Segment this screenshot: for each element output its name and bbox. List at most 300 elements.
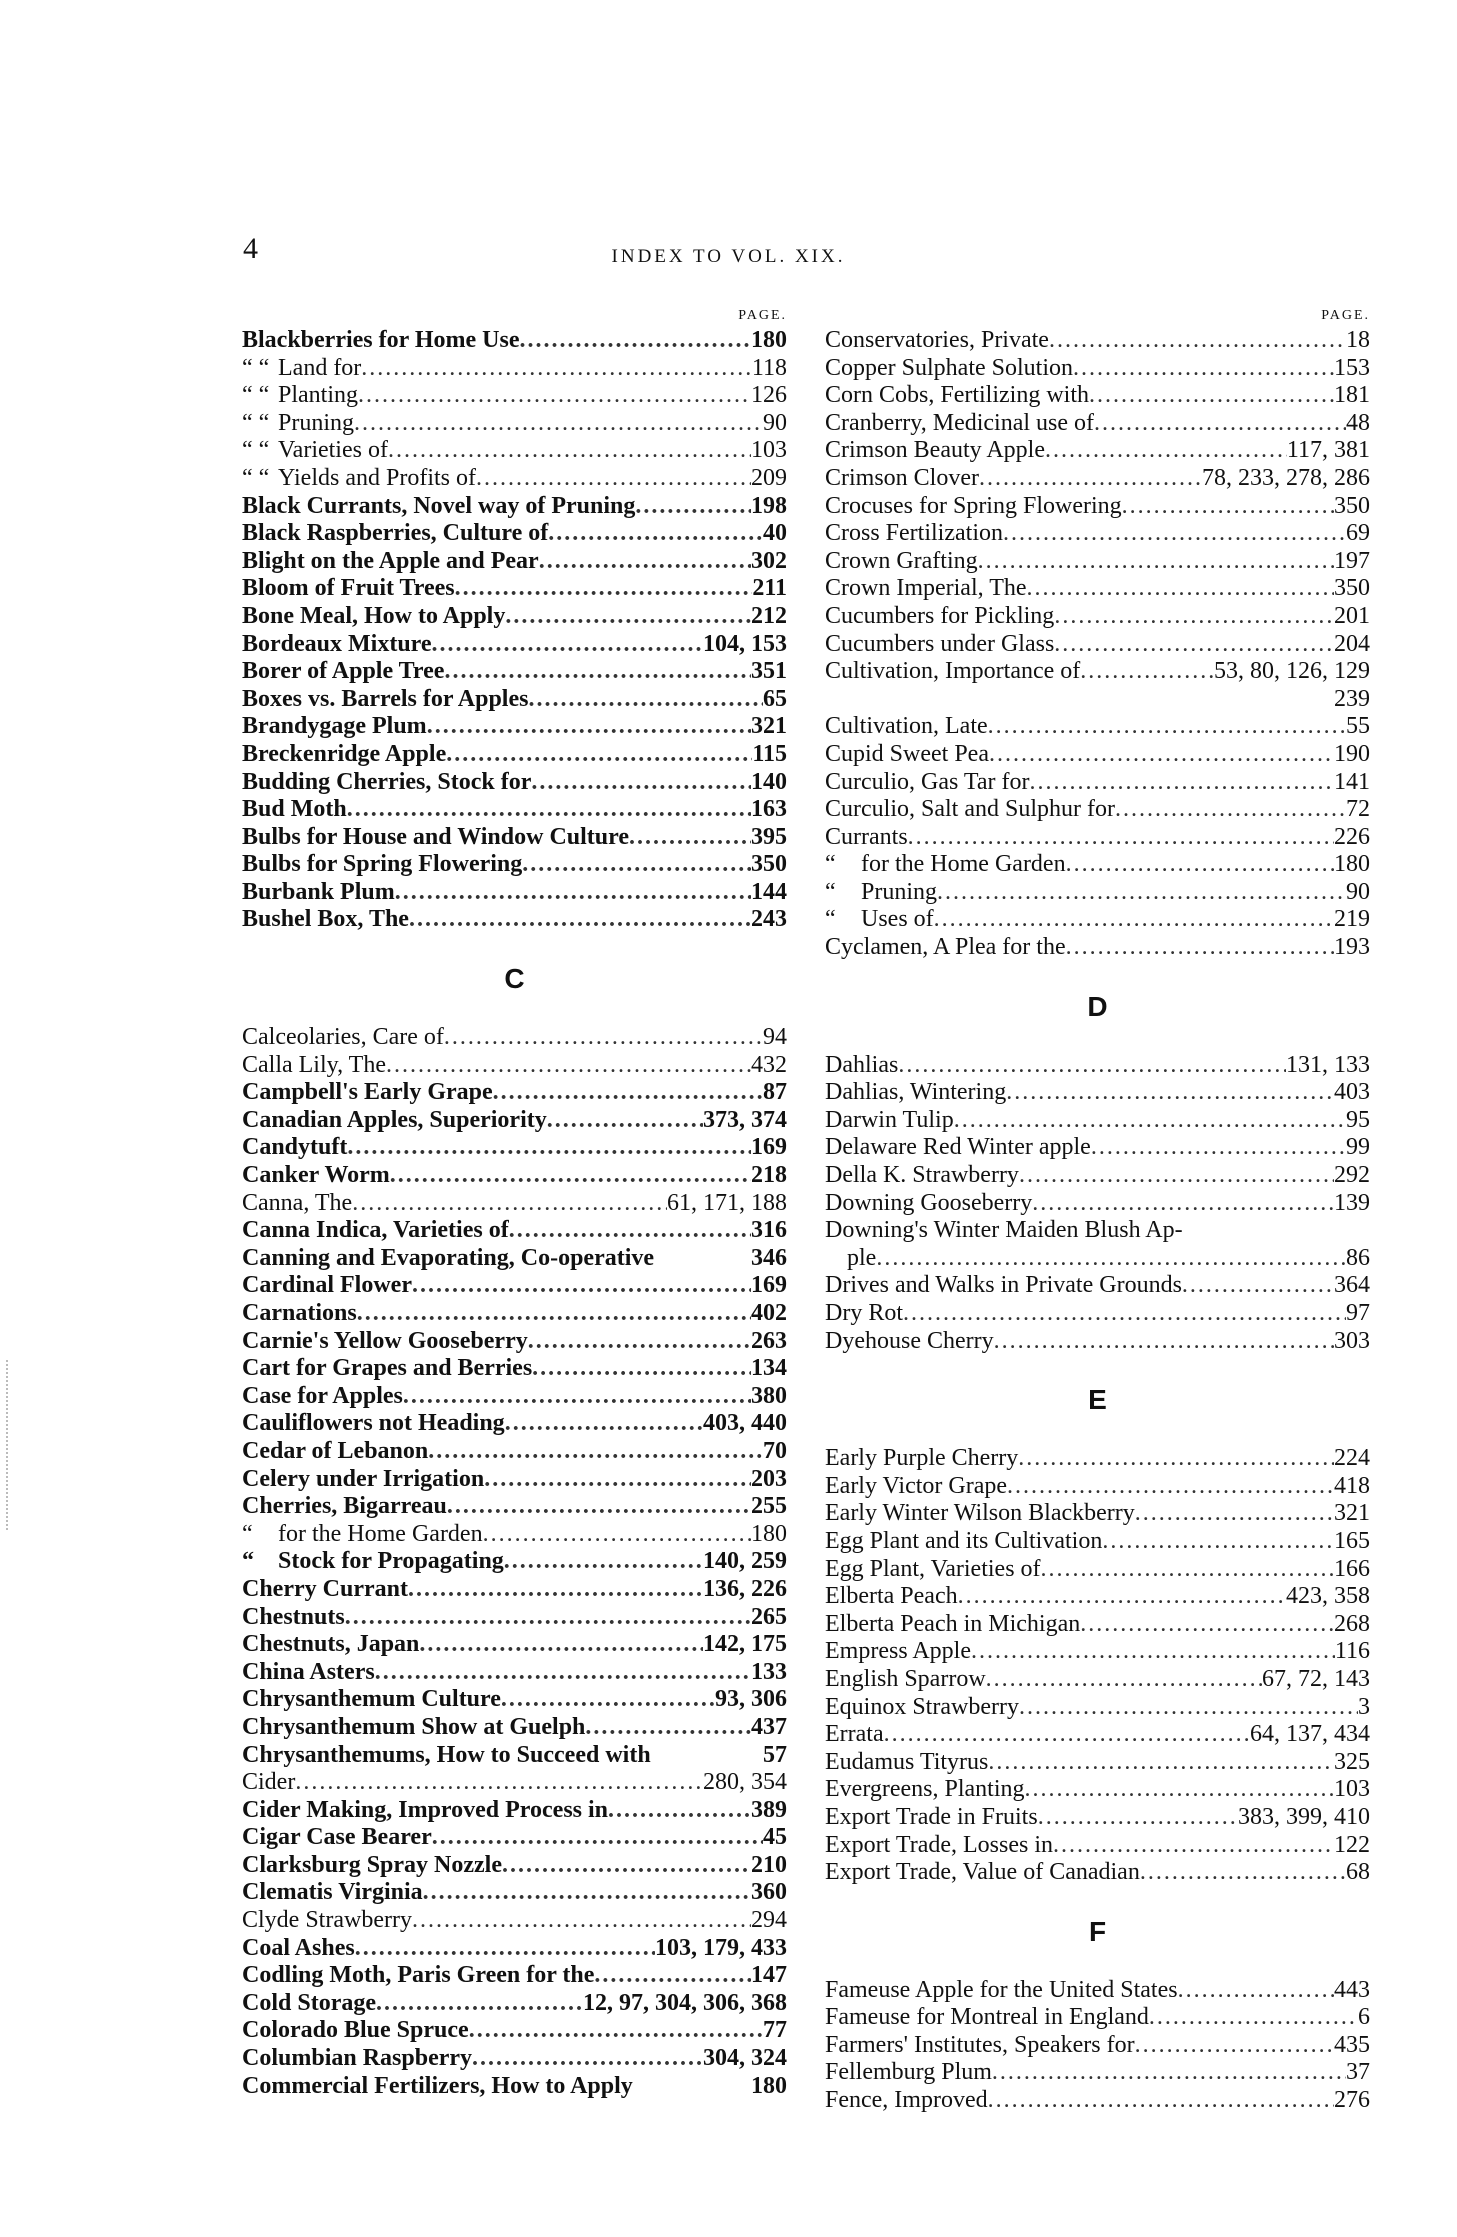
index-term <box>825 1583 958 1611</box>
index-page-refs: 443 <box>1334 1976 1370 2003</box>
dot-leader <box>1149 2004 1358 2032</box>
index-term-text: Carnie's Yellow Gooseberry <box>242 1327 528 1354</box>
index-term <box>825 1776 1025 1804</box>
index-entry <box>825 1500 1370 1528</box>
index-term-text: Chrysanthemum Show at Guelph <box>242 1713 586 1740</box>
dot-leader <box>352 1190 667 1218</box>
dot-leader <box>978 548 1334 576</box>
index-entry <box>242 796 787 824</box>
index-term-text: Borer of Apple Tree <box>242 658 445 685</box>
index-page-refs: 350 <box>751 851 787 878</box>
index-term-text: Canker Worm <box>242 1162 390 1189</box>
index-term-text: Cross Fertilization <box>825 520 1003 547</box>
index-term <box>825 603 1054 631</box>
index-entry <box>242 1824 787 1852</box>
index-term <box>825 1079 1006 1107</box>
ditto-mark: “ <box>825 851 836 878</box>
index-entry <box>242 1576 787 1604</box>
index-term <box>825 1749 988 1777</box>
index-page-refs: 165 <box>1334 1527 1370 1554</box>
index-term-text: Breckenridge Apple <box>242 740 447 767</box>
index-entry <box>825 355 1370 383</box>
dot-leader <box>1030 769 1335 797</box>
index-page-refs: 153 <box>1334 354 1370 381</box>
index-term <box>825 1190 1032 1218</box>
index-term <box>825 1694 1019 1722</box>
ditto-mark: “ <box>242 1520 253 1547</box>
index-page-refs: 61, 171, 188 <box>667 1189 787 1216</box>
index-group-c-continued <box>825 327 1370 962</box>
index-term <box>242 327 520 355</box>
index-term-text: Delaware Red Winter apple <box>825 1134 1091 1161</box>
dot-leader <box>358 382 751 410</box>
index-term-text: Cedar of Lebanon <box>242 1437 429 1464</box>
index-term-text: Yields and Profits of <box>278 464 476 491</box>
index-page-refs: 263 <box>751 1327 787 1354</box>
dot-leader <box>1066 934 1334 962</box>
index-term <box>242 2045 472 2073</box>
index-entry <box>242 1686 787 1714</box>
index-term <box>242 1686 501 1714</box>
index-entry <box>825 631 1370 659</box>
index-page-refs: 180 <box>751 327 787 353</box>
index-entry <box>825 2059 1370 2087</box>
dot-leader <box>1054 631 1334 659</box>
dot-leader <box>1178 1977 1334 2005</box>
index-term <box>242 1935 355 1963</box>
index-page-refs: 136, 226 <box>703 1575 787 1602</box>
index-term-text: for the Home Garden <box>861 851 1066 878</box>
index-page-refs: 115 <box>752 740 787 767</box>
index-entry <box>242 1024 787 1052</box>
index-page-refs: 147 <box>751 1962 787 1989</box>
index-term-text: Boxes vs. Barrels for Apples <box>242 685 529 712</box>
index-term <box>825 410 1094 438</box>
index-group-f <box>825 1977 1370 2115</box>
index-page-refs: 144 <box>751 878 787 905</box>
index-entry <box>825 1272 1370 1300</box>
index-page-refs: 103 <box>1334 1776 1370 1803</box>
dot-leader <box>484 1466 751 1494</box>
index-term-text: Curculio, Gas Tar for <box>825 768 1030 795</box>
index-term <box>825 493 1122 521</box>
dot-leader <box>423 1879 751 1907</box>
index-term-text: Fence, Improved <box>825 2087 988 2114</box>
index-term-text: Canning and Evaporating, Co-operative <box>242 1244 655 1271</box>
dot-leader <box>502 1852 751 1880</box>
dot-leader <box>988 2087 1334 2115</box>
right-column <box>825 305 1370 2115</box>
index-entry <box>242 879 787 907</box>
index-page-refs: 373, 374 <box>703 1106 787 1133</box>
dot-leader <box>1053 1832 1334 1860</box>
index-term <box>242 1990 376 2018</box>
index-entry <box>825 1245 1370 1273</box>
index-page-refs: 134 <box>751 1355 787 1382</box>
index-term <box>825 1556 1041 1584</box>
index-term <box>242 1134 347 1162</box>
index-page-refs: 389 <box>751 1796 787 1823</box>
index-entry <box>825 1859 1370 1887</box>
index-term-text: Fameuse for Montreal in England <box>825 2004 1149 2031</box>
index-entry <box>825 1977 1370 2005</box>
index-entry <box>242 1962 787 1990</box>
index-term <box>242 520 548 548</box>
dot-leader <box>1135 1500 1334 1528</box>
dot-leader <box>504 1548 703 1576</box>
index-term <box>242 631 432 659</box>
index-term <box>825 1500 1135 1528</box>
index-term-text: Cigar Case Bearer <box>242 1824 432 1851</box>
index-entry <box>825 1804 1370 1832</box>
dot-leader <box>386 1052 751 1080</box>
index-page-refs: 180 <box>1334 851 1370 878</box>
index-entry <box>242 658 787 686</box>
index-entry <box>825 686 1370 714</box>
dot-leader <box>1019 1694 1358 1722</box>
index-page-refs: 181 <box>1334 382 1370 409</box>
index-term <box>825 1052 898 1080</box>
dot-leader <box>635 493 751 521</box>
index-entry <box>242 575 787 603</box>
index-term <box>825 355 1073 383</box>
index-page-refs: 395 <box>751 823 787 850</box>
index-term-text: Celery under Irrigation <box>242 1465 485 1492</box>
index-entry <box>825 1556 1370 1584</box>
index-entry <box>242 1742 787 1770</box>
index-term <box>242 1466 484 1494</box>
index-page-refs: 212 <box>751 602 787 629</box>
index-entry <box>825 1749 1370 1777</box>
dot-leader <box>898 1052 1286 1080</box>
index-term-text: Chrysanthemum Culture <box>242 1686 501 1713</box>
index-term-text: Coal Ashes <box>242 1934 355 1961</box>
dot-leader <box>594 1962 751 1990</box>
index-term-text: Varieties of <box>278 437 388 464</box>
index-term-text: Egg Plant and its Cultivation <box>825 1527 1103 1554</box>
dot-leader <box>432 1824 763 1852</box>
index-entry <box>825 382 1370 410</box>
index-page-refs: 67, 72, 143 <box>1262 1665 1370 1692</box>
index-term <box>242 1548 504 1576</box>
index-term-text: Brandygage Plum <box>242 713 427 740</box>
index-page-refs: 204 <box>1334 630 1370 657</box>
index-entry <box>825 1217 1370 1245</box>
index-term-text: Chestnuts <box>242 1603 345 1630</box>
dot-leader <box>447 1493 751 1521</box>
index-page-refs: 139 <box>1334 1189 1370 1216</box>
index-entry <box>242 493 787 521</box>
index-term-text: Cyclamen, A Plea for the <box>825 934 1066 961</box>
index-page-refs: 180 <box>751 1520 787 1547</box>
index-term-text: Cider Making, Improved Process in <box>242 1796 609 1823</box>
section-heading-c: C <box>504 963 525 995</box>
dot-leader <box>455 575 753 603</box>
index-term-text: Crocuses for Spring Flowering <box>825 492 1122 519</box>
index-page-refs: 69 <box>1346 520 1370 547</box>
index-term-text: Colorado Blue Spruce <box>242 2017 469 2044</box>
dot-leader <box>345 1604 751 1632</box>
dot-leader <box>1032 1190 1334 1218</box>
index-page-refs: 268 <box>1334 1610 1370 1637</box>
index-page-refs: 93, 306 <box>715 1686 787 1713</box>
index-term <box>825 1473 1007 1501</box>
index-entry <box>242 824 787 852</box>
dot-leader <box>908 824 1334 852</box>
index-term <box>825 1134 1091 1162</box>
index-entry <box>242 1134 787 1162</box>
dot-leader <box>1135 2032 1334 2060</box>
index-page-refs: 169 <box>751 1272 787 1299</box>
index-entry <box>825 493 1370 521</box>
index-page-refs: 432 <box>751 1051 787 1078</box>
index-entry <box>825 1473 1370 1501</box>
index-group-c <box>242 1024 787 2100</box>
dot-leader <box>409 906 751 934</box>
index-term-text: China Asters <box>242 1658 375 1685</box>
index-term <box>242 1052 386 1080</box>
dot-leader <box>388 437 751 465</box>
index-term <box>242 741 446 769</box>
index-entry <box>242 1355 787 1383</box>
index-term-text: Export Trade, Value of Canadian <box>825 1859 1140 1886</box>
index-term <box>242 1493 447 1521</box>
index-page-refs: 380 <box>751 1382 787 1409</box>
index-entry <box>825 1328 1370 1356</box>
index-page-refs: 40 <box>763 520 787 547</box>
index-entry <box>242 741 787 769</box>
index-page-refs: 210 <box>751 1851 787 1878</box>
index-page-refs: 68 <box>1346 1859 1370 1886</box>
index-entry <box>825 437 1370 465</box>
index-term-text: Drives and Walks in Private Grounds <box>825 1272 1182 1299</box>
dot-leader <box>608 1797 751 1825</box>
dot-leader <box>1066 851 1334 879</box>
index-term <box>825 520 1003 548</box>
index-entry <box>825 1300 1370 1328</box>
index-page-refs: 201 <box>1334 602 1370 629</box>
index-term-text: Codling Moth, Paris Green for the <box>242 1962 595 1989</box>
index-page-refs: 64, 137, 434 <box>1250 1721 1370 1748</box>
index-term <box>825 1832 1053 1860</box>
index-term-text: Dry Rot <box>825 1300 903 1326</box>
index-entry <box>825 327 1370 355</box>
index-page-refs: 142, 175 <box>703 1631 787 1658</box>
index-term <box>242 1217 509 1245</box>
dot-leader <box>1018 1445 1334 1473</box>
index-entry <box>242 1714 787 1742</box>
dot-leader <box>347 1134 751 1162</box>
index-page-refs: 87 <box>763 1079 787 1106</box>
index-term <box>825 824 908 852</box>
dot-leader <box>1025 1776 1334 1804</box>
index-page-refs: 304, 324 <box>703 2045 787 2072</box>
dot-leader <box>412 1272 751 1300</box>
page-column-label: PAGE. <box>738 308 787 323</box>
index-term-text: Cardinal Flower <box>242 1272 412 1299</box>
index-term <box>242 1355 532 1383</box>
index-term-text: Carnations <box>242 1300 357 1326</box>
index-entry <box>242 851 787 879</box>
index-page-refs: 141 <box>1334 768 1370 795</box>
index-page-refs: 117, 381 <box>1286 437 1370 464</box>
index-term-text: Cranberry, Medicinal use of <box>825 409 1095 436</box>
index-term-text: Cultivation, Late <box>825 713 988 740</box>
index-term-text: Clematis Virginia <box>242 1879 423 1906</box>
index-page-refs: 403 <box>1334 1079 1370 1106</box>
index-term <box>242 879 395 907</box>
index-page-refs: 37 <box>1346 2059 1370 2086</box>
index-term <box>825 1528 1102 1556</box>
index-entry <box>242 686 787 714</box>
index-entry <box>825 1079 1370 1107</box>
index-term <box>242 1962 594 1990</box>
index-term-text: Curculio, Salt and Sulphur for <box>825 796 1115 823</box>
index-term <box>242 1824 432 1852</box>
index-term <box>242 355 361 383</box>
index-entry <box>242 603 787 631</box>
index-term-text: Blackberries for Home Use <box>242 327 520 353</box>
index-page-refs: 72 <box>1346 796 1370 823</box>
index-term <box>825 1272 1182 1300</box>
index-term <box>242 1879 423 1907</box>
index-page-refs: 180 <box>751 2072 787 2099</box>
index-term-text: Cupid Sweet Pea <box>825 740 989 767</box>
index-page-refs: 166 <box>1334 1555 1370 1582</box>
index-page-refs: 118 <box>751 354 787 381</box>
index-entry <box>242 713 787 741</box>
index-entry <box>825 465 1370 493</box>
index-term-text: Cultivation, Importance of <box>825 658 1081 685</box>
index-term-text: Planting <box>278 382 359 409</box>
index-entry <box>825 548 1370 576</box>
index-term-text: Cucumbers under Glass <box>825 630 1055 657</box>
dot-leader <box>992 2059 1346 2087</box>
index-page-refs: 90 <box>1346 878 1370 905</box>
dot-leader <box>376 1990 583 2018</box>
index-page-refs: 346 <box>751 1244 787 1271</box>
dot-leader <box>505 603 751 631</box>
index-term-text: Export Trade, Losses in <box>825 1831 1053 1858</box>
ditto-mark: “ “ <box>242 409 270 436</box>
dot-leader <box>903 1300 1346 1328</box>
index-term-text: Empress Apple <box>825 1638 971 1665</box>
index-term-text: Black Currants, Novel way of Pruning <box>242 492 636 519</box>
index-term <box>242 1272 412 1300</box>
index-page-refs: 198 <box>751 492 787 519</box>
index-entry <box>242 327 787 355</box>
index-term <box>847 1245 876 1273</box>
index-entry <box>825 1694 1370 1722</box>
dot-leader <box>884 1721 1250 1749</box>
index-entry <box>242 1438 787 1466</box>
dot-leader <box>505 1410 703 1438</box>
dot-leader <box>528 686 763 714</box>
index-entry <box>242 1466 787 1494</box>
index-term <box>825 934 1066 962</box>
index-entry <box>242 1328 787 1356</box>
index-term <box>825 1804 1038 1832</box>
index-term <box>242 1797 608 1825</box>
index-term-text: Bushel Box, The <box>242 906 409 933</box>
dot-leader <box>539 548 751 576</box>
index-entry <box>825 769 1370 797</box>
index-entry <box>825 1107 1370 1135</box>
index-term <box>825 1666 986 1694</box>
index-term-text: Clarksburg Spray Nozzle <box>242 1851 502 1878</box>
index-page-refs: 226 <box>1334 823 1370 850</box>
index-page-refs: 140, 259 <box>703 1548 787 1575</box>
index-term <box>242 1521 483 1549</box>
index-page-refs: 12, 97, 304, 306, 368 <box>583 1989 787 2016</box>
dot-leader <box>1089 382 1334 410</box>
index-entry <box>825 1832 1370 1860</box>
index-page-refs: 45 <box>763 1824 787 1851</box>
index-term-text: Cherry Currant <box>242 1575 408 1602</box>
index-term <box>242 906 409 934</box>
index-page-refs: 218 <box>751 1162 787 1189</box>
index-entry <box>825 658 1370 686</box>
index-term-text: Cucumbers for Pickling <box>825 602 1055 629</box>
index-entry <box>825 1134 1370 1162</box>
index-entry <box>242 1659 787 1687</box>
index-term-text: Downing Gooseberry <box>825 1189 1033 1216</box>
index-page-refs: 99 <box>1346 1134 1370 1161</box>
dot-leader <box>427 713 751 741</box>
index-term <box>825 2032 1135 2060</box>
index-page-refs: 423, 358 <box>1286 1583 1370 1610</box>
index-entry <box>825 796 1370 824</box>
index-page-refs: 350 <box>1334 492 1370 519</box>
ditto-mark: “ “ <box>242 437 270 464</box>
index-page-refs: 197 <box>1334 547 1370 574</box>
index-term <box>825 851 1066 879</box>
page-column-label: PAGE. <box>1321 308 1370 323</box>
index-page-refs: 103, 179, 433 <box>655 1934 787 1961</box>
dot-leader <box>1054 603 1334 631</box>
index-term-text: Corn Cobs, Fertilizing with <box>825 382 1089 409</box>
index-page-refs: 53, 80, 126, 129 <box>1214 658 1370 685</box>
index-page-refs: 211 <box>752 575 787 602</box>
dot-leader <box>989 741 1334 769</box>
index-term-text: Crown Grafting <box>825 547 978 574</box>
index-term <box>242 2073 633 2101</box>
index-term-text: Blight on the Apple and Pear <box>242 547 539 574</box>
index-page-refs: 437 <box>751 1713 787 1740</box>
index-entry <box>242 1272 787 1300</box>
index-term-text: Farmers' Institutes, Speakers for <box>825 2031 1135 2058</box>
index-entry <box>242 1300 787 1328</box>
dot-leader <box>988 713 1346 741</box>
index-page-refs: 243 <box>751 906 787 933</box>
index-term-text: Crimson Clover <box>825 464 979 491</box>
dot-leader <box>528 1328 751 1356</box>
index-page-refs: 97 <box>1346 1300 1370 1326</box>
dot-leader <box>390 1162 751 1190</box>
dot-leader <box>937 879 1346 907</box>
index-entry <box>242 906 787 934</box>
dot-leader <box>988 1749 1334 1777</box>
index-term <box>242 1576 408 1604</box>
index-page-refs: 418 <box>1334 1472 1370 1499</box>
index-term <box>242 1079 493 1107</box>
dot-leader <box>547 1107 703 1135</box>
dot-leader <box>483 1521 751 1549</box>
dot-leader <box>403 1383 751 1411</box>
dot-leader <box>395 879 751 907</box>
index-page-refs: 140 <box>751 768 787 795</box>
index-term-text: Stock for Propagating <box>278 1548 504 1575</box>
